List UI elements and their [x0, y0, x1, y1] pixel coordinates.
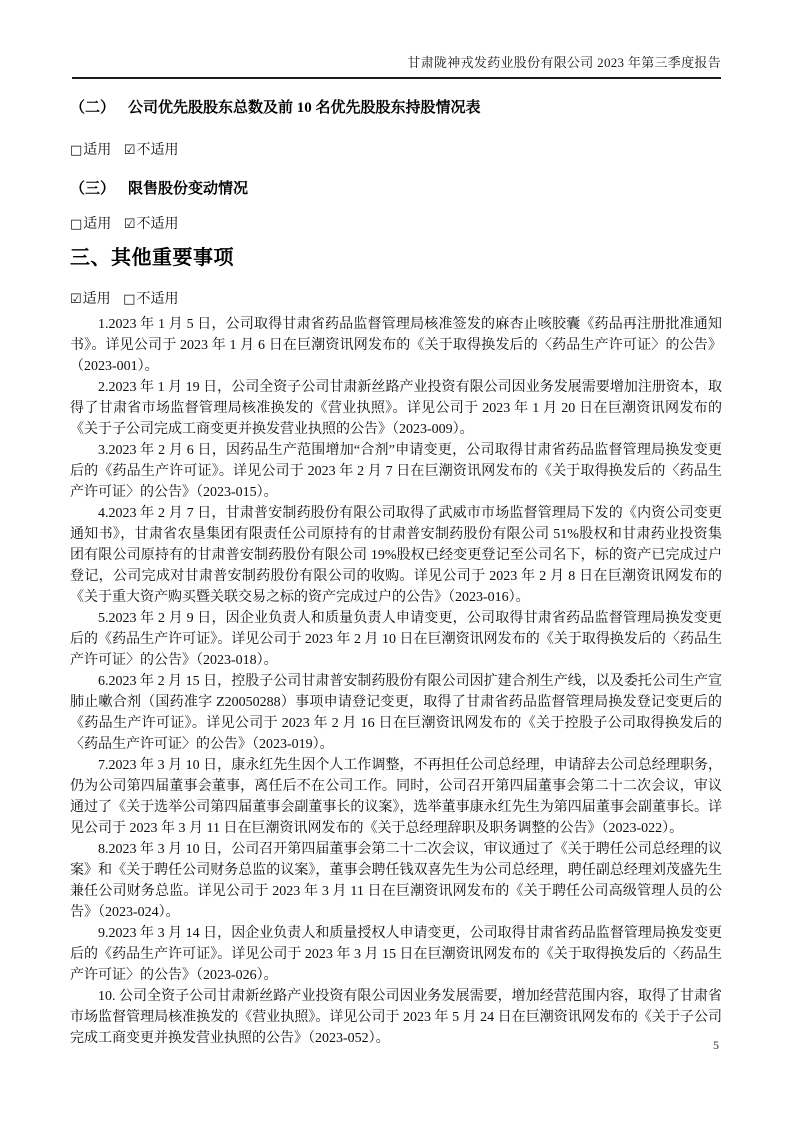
page-header — [72, 0, 721, 79]
paragraph-item-3: 3.2023 年 2 月 6 日，因药品生产范围增加“合剂”申请变更，公司取得甘肃省药品监督管理局换发变更后的《药品生产许可证》。详见公司于 2023 年 2 月 7 日在巨潮资讯网发布的《关于取得换发后的〈药品生产许可证〉的公告》（2023-015）。 — [70, 443, 722, 500]
section-title: 其他重要事项 — [111, 247, 234, 269]
checkbox-unchecked-icon: □ — [123, 292, 136, 307]
paragraph-item-1: 1.2023 年 1 月 5 日，公司取得甘肃省药品监督管理局核准签发的麻杏止咳胶囊《药品再注册批准通知书》。详见公司于 2023 年 1 月 6 日在巨潮资讯网发布的《关于取得换发后的〈药品生产许可证〉的公告》（2023-001）。 — [70, 317, 722, 374]
section-title: 公司优先股股东总数及前 10 名优先股股东持股情况表 — [128, 100, 481, 116]
checkbox-checked-icon: ☑ — [123, 217, 136, 232]
checkbox-label: 适用 — [83, 143, 112, 158]
checkbox-label: 不适用 — [136, 217, 179, 232]
checkbox-unchecked-icon: □ — [70, 143, 83, 158]
applicability-row-restricted-shares — [70, 216, 722, 234]
paragraph-item-7: 7.2023 年 3 月 10 日，康永红先生因个人工作调整，不再担任公司总经理，申请辞去公司总经理职务，仍为公司第四届董事会董事，离任后不在公司工作。同时，公司召开第四届董事会第二十二次会议，审议通过了《关于选举公司第四届董事会副董事长的议案》，选举董事康永红先生为第四届董事会副董事长。详见公司于 2023 年 3 月 11 日在巨潮资讯网发布的《关于总经理辞职及职务调整的公告》（2023-022）。 — [70, 758, 722, 836]
section-heading-restricted-shares — [70, 180, 722, 198]
section-heading-other-important-matters — [70, 246, 722, 270]
paragraph-item-10: 10. 公司全资子公司甘肃新丝路产业投资有限公司因业务发展需要，增加经营范围内容，取得了甘肃省市场监督管理局核准换发的《营业执照》。详见公司于 2023 年 5 月 24 日在巨潮资讯网发布的《关于子公司完成工商变更并换发营业执照的公告》（2023-052）。 — [70, 989, 722, 1046]
section-number: 三、 — [70, 247, 111, 269]
checkbox-label: 适用 — [82, 292, 111, 307]
paragraph-item-6: 6.2023 年 2 月 15 日，控股子公司甘肃普安制药股份有限公司因扩建合剂生产线，以及委托公司生产宣肺止嗽合剂（国药准字 Z20050288）事项申请登记变更，取得了甘肃省药品监督管理局换发登记变更后的《药品生产许可证》。详见公司于 2023 年 2 月 16 日在巨潮资讯网发布的《关于控股子公司取得换发后的〈药品生产许可证〉的公告》（2023-019）。 — [70, 674, 722, 752]
checkbox-applicable — [70, 143, 115, 158]
page-content — [70, 99, 722, 1049]
checkbox-label: 不适用 — [136, 143, 179, 158]
checkbox-applicable — [70, 292, 114, 307]
paragraph-item-2: 2.2023 年 1 月 19 日，公司全资子公司甘肃新丝路产业投资有限公司因业务发展需要增加注册资本，取得了甘肃省市场监督管理局核准换发的《营业执照》。详见公司于 2023 年 1 月 20 日在巨潮资讯网发布的《关于子公司完成工商变更并换发营业执照的公告》（2023-009）。 — [70, 380, 722, 437]
checkbox-label: 适用 — [83, 217, 112, 232]
checkbox-applicable — [70, 217, 115, 232]
checkbox-unchecked-icon: □ — [70, 217, 83, 232]
checkbox-not-applicable — [124, 217, 179, 232]
section-heading-preferred-shareholders — [70, 99, 722, 117]
body-text — [70, 314, 722, 1049]
paragraph-item-9: 9.2023 年 3 月 14 日，因企业负责人和质量授权人申请变更，公司取得甘肃省药品监督管理局换发变更后的《药品生产许可证》。详见公司于 2023 年 3 月 15 日在巨潮资讯网发布的《关于取得换发后的〈药品生产许可证〉的公告》（2023-026）。 — [70, 926, 722, 983]
paragraph-item-5: 5.2023 年 2 月 9 日，因企业负责人和质量负责人申请变更，公司取得甘肃省药品监督管理局换发变更后的《药品生产许可证》。详见公司于 2023 年 2 月 10 日在巨潮资讯网发布的《关于取得换发后的〈药品生产许可证〉的公告》（2023-018）。 — [70, 611, 722, 668]
section-number: （三） — [70, 181, 116, 197]
checkbox-not-applicable — [123, 292, 178, 307]
checkbox-checked-icon: ☑ — [70, 292, 82, 307]
checkbox-checked-icon: ☑ — [123, 143, 136, 158]
paragraph-item-4: 4.2023 年 2 月 7 日，甘肃普安制药股份有限公司取得了武威市市场监督管理局下发的《内资公司变更通知书》，甘肃省农垦集团有限责任公司原持有的甘肃普安制药股份有限公司 51%股权和甘肃药业投资集团有限公司原持有的甘肃普安制药股份有限公司 19%股权已经变更登记至公司名下，标的资产已完成过户登记，公司完成对甘肃普安制药股份有限公司的收购。详见公司于 2023 年 2 月 8 日在巨潮资讯网发布的《关于重大资产购买暨关联交易之标的资产完成过户的公告》（2023-016）。 — [70, 506, 722, 605]
checkbox-label: 不适用 — [136, 292, 179, 307]
checkbox-not-applicable — [124, 143, 179, 158]
applicability-row-other-important-matters — [70, 291, 722, 309]
section-title: 限售股份变动情况 — [128, 181, 249, 197]
report-title-header: 甘肃陇神戎发药业股份有限公司 2023 年第三季度报告 — [407, 55, 721, 70]
applicability-row-preferred-shareholders — [70, 142, 722, 160]
section-number: （二） — [70, 100, 116, 116]
page-number: 5 — [713, 1038, 719, 1052]
paragraph-item-8: 8.2023 年 3 月 10 日，公司召开第四届董事会第二十二次会议，审议通过了《关于聘任公司总经理的议案》和《关于聘任公司财务总监的议案》，董事会聘任钱双喜先生为公司总经理，聘任副总经理刘茂盛先生兼任公司财务总监。详见公司于 2023 年 3 月 11 日在巨潮资讯网发布的《关于聘任公司高级管理人员的公告》（2023-024）。 — [70, 842, 722, 920]
